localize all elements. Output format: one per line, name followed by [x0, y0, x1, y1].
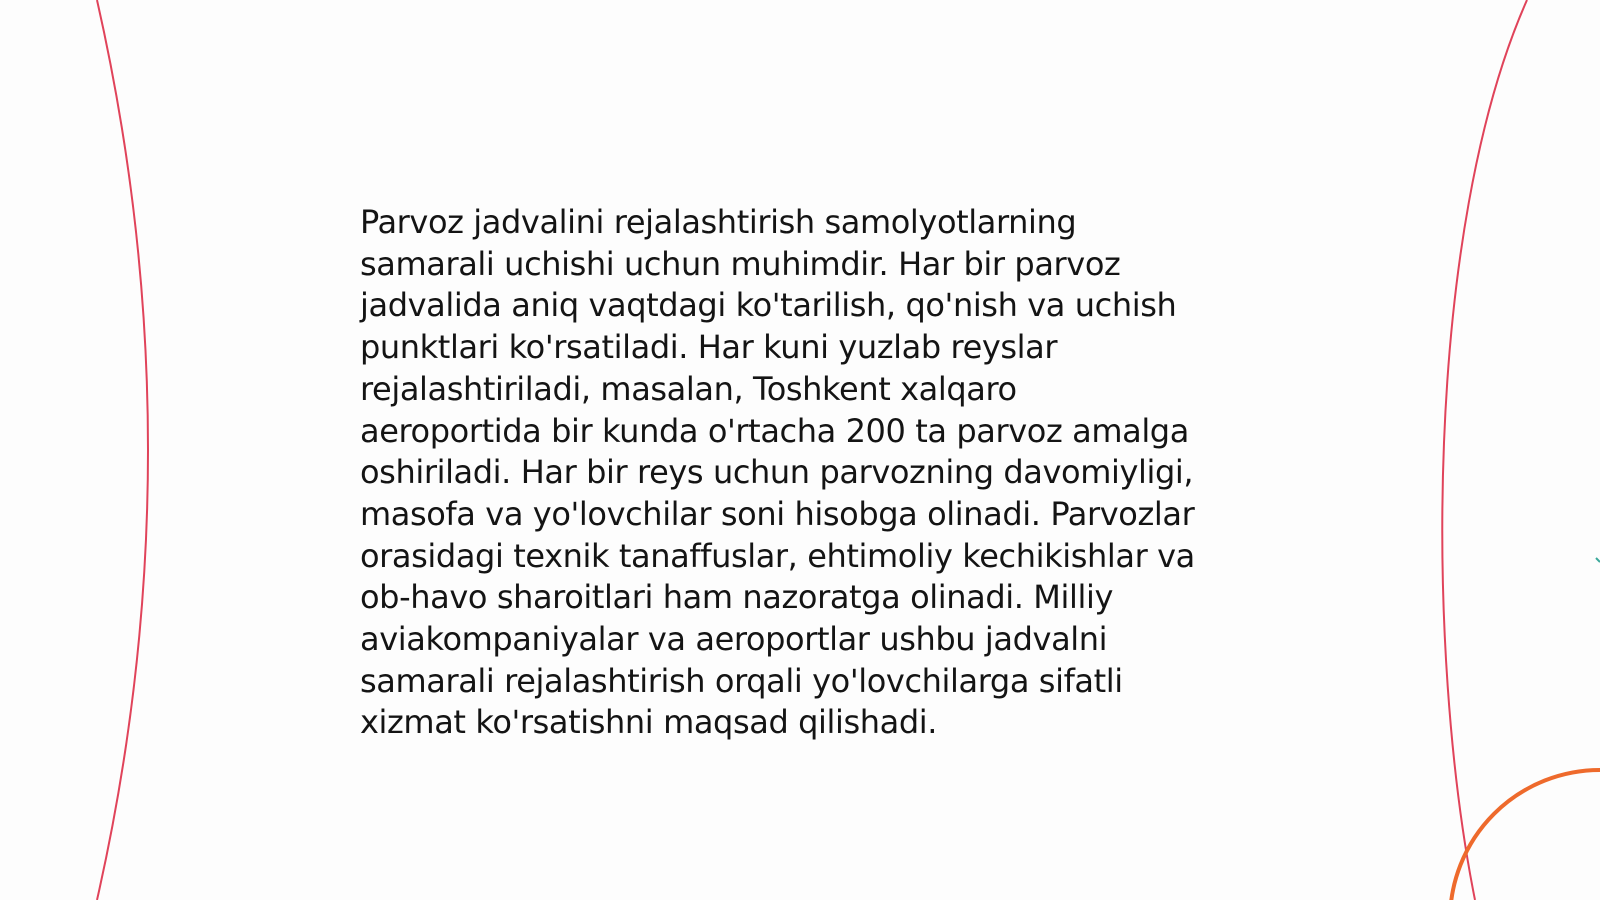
left-arc-line — [97, 0, 148, 900]
orange-accent-circle — [1450, 770, 1600, 900]
body-paragraph: Parvoz jadvalini rejalashtirish samolyotlarning samarali uchishi uchun muhimdir. Har bir parvoz jadvalida aniq vaqtdagi ko'tarilish, qo'nish va uchish punktlari ko'rsatiladi. Har kuni yuzlab reyslar rejalashtiriladi, masalan, Toshkent xalqaro aeroportida bir kunda o'rtacha 200 ta parvoz amalga oshiriladi. Har bir reys uchun parvozning davomiyligi, masofa va yo'lovchilar soni hisobga olinadi. Parvozlar orasidagi texnik tanaffuslar, ehtimoliy kechikishlar va ob-havo sharoitlari ham nazoratga olinadi. Milliy aviakompaniyalar va aeroportlar ushbu jadvalni samarali rejalashtirish orqali yo'lovchilarga sifatli xizmat ko'rsatishni maqsad qilishadi. — [360, 203, 1195, 742]
right-arc-line — [1442, 0, 1527, 900]
teal-accent-mark — [1596, 558, 1600, 562]
